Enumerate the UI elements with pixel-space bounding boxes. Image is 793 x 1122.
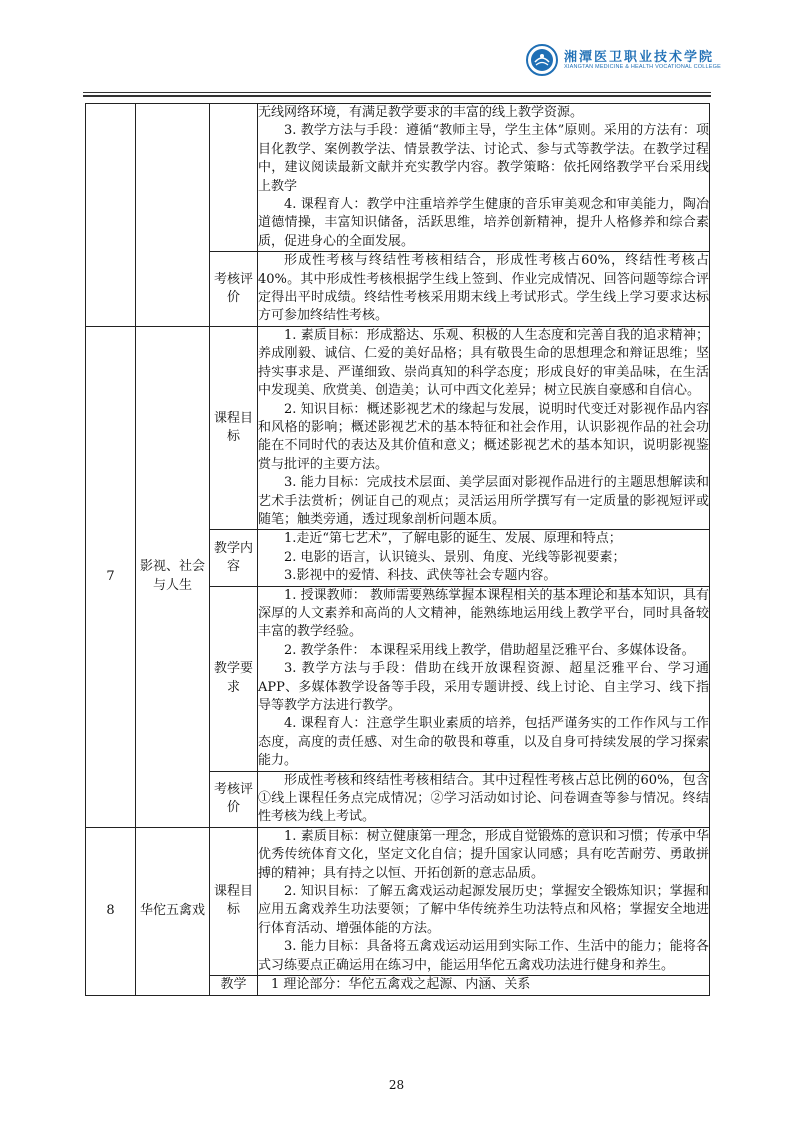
row7-req-item: 2. 教学条件： 本课程采用线上教学，借助超星泛雅平台、多媒体设备。 — [284, 642, 695, 658]
row7-req-item: 1. 授课教师： 教师需要熟练掌握本课程相关的基本理论和基本知识，具有深厚的人文素养和高尚的人文精神，能熟练地运用线上教学平台，同时具备较丰富的教学经验。 — [258, 587, 709, 640]
row6-req-line: 3. 教学方法与手段：遵循“教师主导，学生主体”原则。采用的方法有：项目化教学、案例教学法、情景教学法、讨论式、参与式等教学法。在教学过程中，建议阅读最新文献并充实教学内容。教学策略：依托网络教学平台采用线上教学 — [258, 123, 709, 194]
college-name-en: XIANGTAN MEDICINE & HEALTH VOCATIONAL COLLEGE — [564, 64, 722, 70]
table-row — [86, 827, 710, 975]
course-table — [85, 103, 710, 996]
row8-goal-item: 2. 知识目标：了解五禽戏运动起源发展历史；掌握安全锻炼知识；掌握和应用五禽戏养生功法要领；了解中华传统养生功法特点和风格；掌握安全地进行体育活动、增强体能的方法。 — [258, 884, 709, 936]
row6-req-label-cell — [210, 104, 258, 252]
row8-goal-item: 1. 素质目标：树立健康第一理念，形成自觉锻炼的意识和习惯；传承中华优秀传统体育文化，坚定文化自信；提升国家认同感；具有吃苦耐劳、勇敢拼搏的精神；具有持之以恒、开拓创新的意志品质。 — [258, 828, 709, 881]
row7-content-item: 3.影视中的爱情、科技、武侠等社会专题内容。 — [284, 568, 557, 584]
row8-goal-label: 课程目标 — [210, 827, 258, 975]
row7-requirements — [258, 586, 710, 771]
row7-goal-item: 1. 素质目标：形成豁达、乐观、积极的人生态度和完善自我的追求精神；养成刚毅、诚信、仁爱的美好品格；具有敬畏生命的思想理念和辩证思维；坚持实事求是、严谨细致、崇尚真知的科学态度；形成良好的审美品味，在生活中发现美、欣赏美、创造美；认可中西文化差异；树立民族自豪感和自信心。 — [258, 327, 709, 399]
row8-content-item: 1 理论部分：华佗五禽戏之起源、内涵、关系 — [271, 977, 531, 993]
row7-number: 7 — [86, 326, 136, 827]
row8-number: 8 — [86, 827, 136, 995]
row7-course-name: 影视、社会与人生 — [136, 326, 210, 827]
row7-evaluation — [258, 771, 710, 827]
row8-goal-item: 3. 能力目标：具备将五禽戏运动运用到实际工作、生活中的能力；能将各式习练要点正确运用在练习中，能运用华佗五禽戏功法进行健身和养生。 — [258, 939, 709, 973]
row6-eval-text: 形成性考核与终结性考核相结合，形成性考核占60%，终结性考核占40%。其中形成性考核根据学生线上签到、作业完成情况、回答问题等综合评定得出平时成绩。终结性考核采用期末线上考试形式。学生线上学习要求达标方可参加终结性考核。 — [258, 253, 709, 324]
row6-evaluation — [258, 252, 710, 327]
row6-name-cell — [136, 104, 210, 327]
college-name-cn: 湘潭医卫职业技术学院 — [564, 50, 715, 65]
page-header — [0, 0, 793, 100]
row7-req-item: 4. 课程育人：注意学生职业素质的培养，包括严谨务实的工作作风与工作态度，高度的责任感、对生命的敬畏和尊重，以及自身可持续发展的学习探索能力。 — [258, 716, 709, 769]
table-row — [86, 326, 710, 529]
header-rule-thick — [83, 95, 711, 97]
row7-eval-text: 形成性考核和终结性考核相结合。其中过程性考核占总比例的60%，包含①线上课程任务点完成情况；②学习活动如讨论、问卷调查等参与情况。终结性考核为线上考试。 — [258, 772, 709, 825]
row7-content-label: 教学内容 — [210, 530, 258, 586]
row8-contents — [258, 976, 710, 995]
row7-contents — [258, 530, 710, 586]
row8-content-label: 教学 — [210, 976, 258, 995]
row7-goal-item: 2. 知识目标：概述影视艺术的缘起与发展，说明时代变迁对影视作品内容和风格的影响；概述影视艺术的基本特征和社会作用，认识影视作品的社会功能在不同时代的表达及其价值和意义；概述影视艺术的基本知识，说明影视鉴赏与批评的主要方法。 — [258, 401, 709, 472]
row7-goal-label: 课程目标 — [210, 326, 258, 529]
row7-req-item: 3. 教学方法与手段：借助在线开放课程资源、超星泛雅平台、学习通APP、多媒体教学设备等手段，采用专题讲授、线上讨论、自主学习、线下指导等教学方法进行教学。 — [258, 661, 709, 713]
row6-req-line: 无线网络环境，有满足教学要求的丰富的线上教学资源。 — [258, 105, 584, 120]
row7-eval-label: 考核评价 — [210, 771, 258, 827]
row7-goal-item: 3. 能力目标：完成技术层面、美学层面对影视作品进行的主题思想解读和艺术手法赏析；例证自己的观点；灵活运用所学撰写有一定质量的影视短评或随笔；触类旁通，透过现象剖析问题本质。 — [258, 475, 709, 527]
row6-req-line: 4. 课程育人：教学中注重培养学生健康的音乐审美观念和审美能力，陶冶道德情操，丰富知识储备，活跃思维，培养创新精神，提升人格修养和综合素质，促进身心的全面发展。 — [258, 197, 709, 249]
row6-eval-label: 考核评价 — [210, 252, 258, 327]
college-emblem-icon — [526, 44, 558, 76]
row7-req-label: 教学要求 — [210, 586, 258, 771]
row8-goals — [258, 827, 710, 975]
row8-course-name: 华佗五禽戏 — [136, 827, 210, 995]
row7-content-item: 1.走近“第七艺术”，了解电影的诞生、发展、原理和特点； — [284, 531, 622, 547]
row7-goals — [258, 326, 710, 529]
header-rule-thin — [83, 92, 711, 93]
row7-content-item: 2. 电影的语言，认识镜头、景别、角度、光线等影视要素； — [284, 549, 626, 565]
row6-requirements — [258, 104, 710, 252]
table-row — [86, 104, 710, 252]
page-number: 28 — [388, 1078, 405, 1092]
row6-number-cell — [86, 104, 136, 327]
college-logo — [526, 44, 752, 76]
